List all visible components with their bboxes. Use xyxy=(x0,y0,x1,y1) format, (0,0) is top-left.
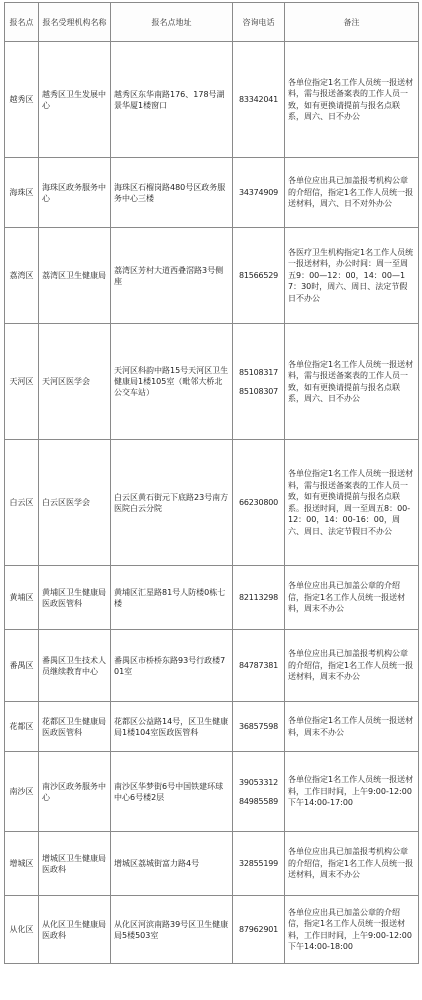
registration-table xyxy=(4,2,419,964)
district-cell: 花都区 xyxy=(5,702,39,752)
address-cell: 天河区科韵中路15号天河区卫生健康局1楼105室（毗邻大桥北公交车站） xyxy=(111,324,233,440)
phone-number: 36857598 xyxy=(238,722,279,731)
phone-cell xyxy=(233,630,285,702)
note-cell: 各单位应出具已加盖报考机构公章的介绍信，指定1名工作人员统一报送材料，周末不办公 xyxy=(285,832,419,896)
phone-number: 84985589 xyxy=(238,796,279,806)
note-cell: 各单位指定1名工作人员统一报送材料，需与报送备案表的工作人员一致，如有更换请提前与报名点联系。报送时间，周一至周五8：00-12：00，14：00-16：00，周六、周日、法定节假日不办公 xyxy=(285,440,419,566)
note-cell: 各单位指定1名工作人员统一报送材料，工作日时间，上午9:00-12:00下午14:00-17:00 xyxy=(285,752,419,832)
phone-number: 83342041 xyxy=(238,95,279,104)
district-cell: 黄埔区 xyxy=(5,566,39,630)
table-body xyxy=(5,42,419,964)
district-cell: 从化区 xyxy=(5,896,39,964)
address-cell: 番禺区市桥桥东路93号行政楼701室 xyxy=(111,630,233,702)
address-cell: 海珠区石榴岗路480号区政务服务中心三楼 xyxy=(111,158,233,228)
table-row xyxy=(5,324,419,440)
address-cell: 从化区河滨南路39号区卫生健康局5楼503室 xyxy=(111,896,233,964)
phone-cell xyxy=(233,566,285,630)
phone-cell xyxy=(233,324,285,440)
note-cell: 各单位应出具已加盖公章的介绍信，指定1名工作人员统一报送材料，周末不办公 xyxy=(285,566,419,630)
phone-number: 39053312 xyxy=(238,777,279,787)
table-header-row xyxy=(5,3,419,42)
header-agency: 报名受理机构名称 xyxy=(39,3,111,42)
address-cell: 花都区公益路14号，区卫生健康局1楼104室医政医管科 xyxy=(111,702,233,752)
table-row xyxy=(5,228,419,324)
phone-number: 82113298 xyxy=(238,593,279,602)
note-cell: 各单位指定1名工作人员统一报送材料，周末不办公 xyxy=(285,702,419,752)
table-row xyxy=(5,42,419,158)
district-cell: 增城区 xyxy=(5,832,39,896)
note-cell: 各单位应出具已加盖报考机构公章的介绍信，指定1名工作人员统一报送材料，周末不办公 xyxy=(285,630,419,702)
phone-cell xyxy=(233,440,285,566)
district-cell: 白云区 xyxy=(5,440,39,566)
district-cell: 番禺区 xyxy=(5,630,39,702)
note-cell: 各单位应出具已加盖公章的介绍信，指定1名工作人员统一报送材料，工作日时间，上午9:00-12:00下午14:00-18:00 xyxy=(285,896,419,964)
phone-cell xyxy=(233,158,285,228)
table-row xyxy=(5,832,419,896)
phone-cell xyxy=(233,228,285,324)
address-cell: 黄埔区汇星路81号人防楼0栋七楼 xyxy=(111,566,233,630)
phone-number: 34374909 xyxy=(238,188,279,197)
district-cell: 南沙区 xyxy=(5,752,39,832)
table-row xyxy=(5,630,419,702)
table-row xyxy=(5,896,419,964)
phone-number: 66230800 xyxy=(238,498,279,507)
note-cell: 各单位指定1名工作人员统一报送材料，需与报送备案表的工作人员一致，如有更换请提前与报名点联系，周六、日不办公 xyxy=(285,324,419,440)
phone-number: 84787381 xyxy=(238,661,279,670)
note-cell: 各医疗卫生机构指定1名工作人员统一报送材料，办公时间：周一至周五9：00—12：00，14：00—17：30时，周六、周日、法定节假日不办公 xyxy=(285,228,419,324)
agency-cell: 荔湾区卫生健康局 xyxy=(39,228,111,324)
address-cell: 增城区荔城街富力路4号 xyxy=(111,832,233,896)
phone-number: 87962901 xyxy=(238,925,279,934)
agency-cell: 增城区卫生健康局医政科 xyxy=(39,832,111,896)
agency-cell: 天河区医学会 xyxy=(39,324,111,440)
table-row xyxy=(5,752,419,832)
phone-number: 32855199 xyxy=(238,859,279,868)
address-cell: 白云区黄石街元下底路23号南方医院白云分院 xyxy=(111,440,233,566)
phone-cell xyxy=(233,702,285,752)
note-cell: 各单位指定1名工作人员统一报送材料，需与报送备案表的工作人员一致，如有更换请提前与报名点联系，周六、日不办公 xyxy=(285,42,419,158)
address-cell: 南沙区华梦街6号中国铁建环球中心6号楼2层 xyxy=(111,752,233,832)
agency-cell: 从化区卫生健康局医政科 xyxy=(39,896,111,964)
agency-cell: 南沙区政务服务中心 xyxy=(39,752,111,832)
address-cell: 越秀区东华南路176、178号湖景华厦1楼窗口 xyxy=(111,42,233,158)
district-cell: 天河区 xyxy=(5,324,39,440)
header-address: 报名点地址 xyxy=(111,3,233,42)
table-row xyxy=(5,158,419,228)
address-cell: 荔湾区芳村大道西叠滘路3号侧座 xyxy=(111,228,233,324)
phone-number: 85108317 xyxy=(238,367,279,377)
agency-cell: 黄埔区卫生健康局医政医管科 xyxy=(39,566,111,630)
agency-cell: 越秀区卫生发展中心 xyxy=(39,42,111,158)
header-district: 报名点 xyxy=(5,3,39,42)
district-cell: 海珠区 xyxy=(5,158,39,228)
agency-cell: 白云区医学会 xyxy=(39,440,111,566)
district-cell: 荔湾区 xyxy=(5,228,39,324)
phone-number: 81566529 xyxy=(238,271,279,280)
header-phone: 咨询电话 xyxy=(233,3,285,42)
agency-cell: 花都区卫生健康局医政医管科 xyxy=(39,702,111,752)
table-row xyxy=(5,702,419,752)
agency-cell: 海珠区政务服务中心 xyxy=(39,158,111,228)
phone-cell xyxy=(233,752,285,832)
phone-number: 85108307 xyxy=(238,386,279,396)
note-cell: 各单位应出具已加盖报考机构公章的介绍信，指定1名工作人员统一报送材料，周六、日不对外办公 xyxy=(285,158,419,228)
phone-cell xyxy=(233,896,285,964)
header-note: 备注 xyxy=(285,3,419,42)
phone-cell xyxy=(233,42,285,158)
district-cell: 越秀区 xyxy=(5,42,39,158)
table-row xyxy=(5,440,419,566)
phone-cell xyxy=(233,832,285,896)
table-row xyxy=(5,566,419,630)
agency-cell: 番禺区卫生技术人员继续教育中心 xyxy=(39,630,111,702)
